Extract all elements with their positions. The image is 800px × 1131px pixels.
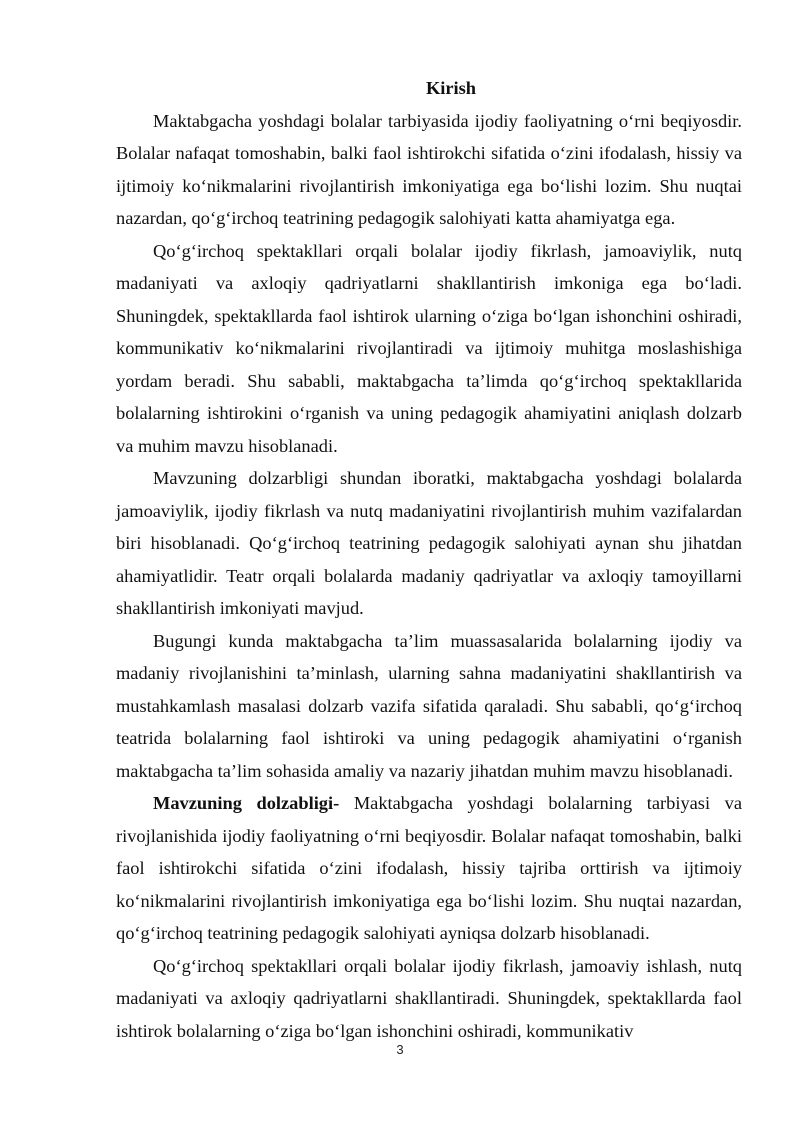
paragraph-5-lead: Mavzuning dolzabligi- [153,793,340,813]
paragraph-5 [116,787,742,950]
page-number: 3 [396,1042,404,1057]
paragraph-6: Qo‘g‘irchoq spektakllari orqali bolalar ijodiy fikrlash, jamoaviy ishlash, nutq madaniyati va axloqiy qadriyatlarni shakllantiradi. Shuningdek, spektakllarda faol ishtirok bolalarning o‘ziga bo‘lgan ishonchini oshiradi, kommunikativ [116,955,742,1041]
paragraph-4: Bugungi kunda maktabgacha ta’lim muassasalarida bolalarning ijodiy va madaniy rivojlanishini ta’minlash, ularning sahna madaniyatini shakllantirish va mustahkamlash masalasi dolzarb vazifa sifatida qaraladi. Shu sababli, qo‘g‘irchoq teatrida bolalarning faol ishtiroki va uning pedagogik ahamiyatini o‘rganish maktabgacha ta’lim sohasida amaliy va nazariy jihatdan muhim mavzu hisoblanadi. [116,630,742,781]
paragraph-3: Mavzuning dolzarbligi shundan iboratki, maktabgacha yoshdagi bolalarda jamoaviylik, ijodiy fikrlash va nutq madaniyatini rivojlantirish muhim vazifalardan biri hisoblanadi. Qo‘g‘irchoq teatrining pedagogik salohiyati aynan shu jihatdan ahamiyatlidir. Teatr orqali bolalarda madaniy qadriyatlar va axloqiy tamoyillarni shakllantirish imkoniyati mavjud. [116,468,742,618]
document-page [116,72,742,1047]
paragraph-1: Maktabgacha yoshdagi bolalar tarbiyasida ijodiy faoliyatning o‘rni beqiyosdir. Bolalar nafaqat tomoshabin, balki faol ishtirokchi sifatida o‘zini ifodalash, hissiy va ijtimoiy ko‘nikmalarini rivojlantirish imkoniyatiga ega bo‘lishi lozim. Shu nuqtai nazardan, qo‘g‘irchoq teatrining pedagogik salohiyati katta ahamiyatga ega. [116,110,742,228]
section-title: Kirish [425,78,477,98]
paragraph-2: Qo‘g‘irchoq spektakllari orqali bolalar ijodiy fikrlash, jamoaviylik, nutq madaniyati va axloqiy qadriyatlarni shakllantirish imkoniga ega bo‘ladi. Shuningdek, spektakllarda faol ishtirok ularning o‘ziga bo‘lgan ishonchini oshiradi, kommunikativ ko‘nikmalarini rivojlantiradi va ijtimoiy muhitga moslashishiga yordam beradi. Shu sababli, maktabgacha ta’limda qo‘g‘irchoq spektakllarida bolalarning ishtirokini o‘rganish va uning pedagogik ahamiyatini aniqlash dolzarb va muhim mavzu hisoblanadi. [116,240,742,456]
paragraph-5-body: Maktabgacha yoshdagi bolalarning tarbiyasi va rivojlanishida ijodiy faoliyatning o‘rni beqiyosdir. Bolalar nafaqat tomoshabin, balki faol ishtirokchi sifatida o‘zini ifodalash, hissiy tajriba orttirish va ijtimoiy ko‘nikmalarini rivojlantirish imkoniyatiga ega bo‘lishi lozim. Shu nuqtai nazardan, qo‘g‘irchoq teatrining pedagogik salohiyati ayniqsa dolzarb hisoblanadi. [116,793,743,943]
